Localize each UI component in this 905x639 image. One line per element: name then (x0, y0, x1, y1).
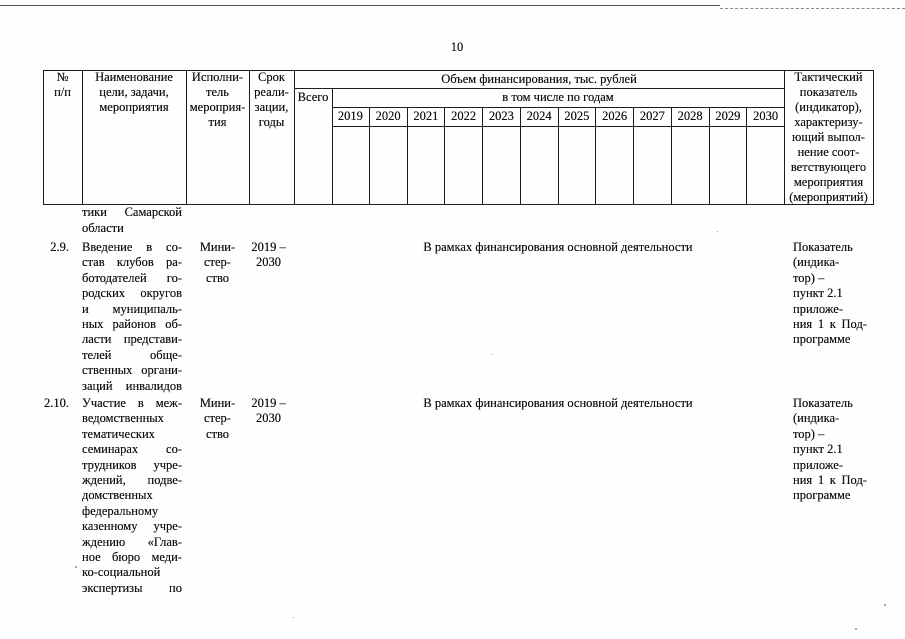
row-term-line: 2030 (256, 411, 281, 426)
year-header-cell: 2030 (746, 107, 784, 204)
row-name-line: экспертизы по (82, 580, 182, 595)
scan-speck (293, 617, 294, 618)
header-executor-line: тель (206, 85, 229, 99)
row-name-line: ждений, подве- (82, 473, 182, 488)
header-indicator-line: мероприятия (793, 175, 864, 189)
row-name-line: телей обще- (82, 347, 182, 362)
row-indicator-line: Показатель (793, 396, 853, 410)
header-indicator-line: показатель (799, 85, 858, 99)
continuation-text (82, 204, 182, 236)
row-executor-line: ство (205, 426, 230, 441)
header-executor-cell (186, 70, 249, 130)
scan-speck (855, 628, 857, 630)
header-indicator-line: ветствующего (790, 160, 867, 174)
row-number: 2.9. (50, 240, 69, 254)
header-indicator-line: характеризу- (794, 115, 863, 129)
row-indicator-line: приложе- (793, 457, 843, 472)
header-executor-line: мероприя- (189, 100, 246, 114)
row-term (249, 396, 288, 427)
row-indicator (793, 396, 867, 504)
page-number: 10 (450, 40, 464, 54)
row-name-line: ждению «Глав- (82, 534, 182, 549)
row-name-line: став клубов ра- (82, 255, 182, 270)
row-name-line: Введение в со- (82, 240, 182, 254)
year-header-cell: 2027 (633, 107, 671, 204)
row-executor (186, 396, 249, 442)
header-num-cell (43, 70, 82, 100)
header-indicator-line: (мероприятий) (789, 190, 868, 204)
row-term (249, 240, 288, 271)
continuation-line: области (82, 221, 124, 235)
scan-edge-line (0, 5, 720, 6)
grid-line-v (873, 70, 874, 205)
row-name-line: ное бюро меди- (82, 550, 182, 565)
year-header-cell: 2029 (709, 107, 747, 204)
header-years-row (332, 107, 784, 204)
header-executor-line: тия (208, 115, 227, 129)
row-term-line: 2019 – (251, 396, 286, 410)
header-indicator-line: ющий выпол- (792, 130, 865, 144)
year-header-cell: 2019 (337, 109, 363, 123)
header-term-cell (249, 70, 294, 130)
row-name-line: тематических (82, 426, 155, 441)
row-name-line: ласти представи- (82, 332, 182, 347)
year-header-cell: 2025 (558, 107, 596, 204)
row-term-line: 2019 – (251, 240, 286, 254)
row-indicator-line: Показатель (793, 240, 853, 254)
row-executor (186, 240, 249, 286)
row-indicator-line: программе (793, 488, 851, 503)
scan-edge-dashes (720, 8, 905, 9)
row-name-line: федеральному (82, 503, 159, 518)
row-indicator-line: ния 1 к Под- (793, 317, 867, 332)
row-indicator-line: пункт 2.1 (793, 286, 843, 301)
row-indicator-line: (индика- (793, 255, 840, 270)
row-indicator-line: пункт 2.1 (793, 442, 843, 457)
row-financing: В рамках финансирования основной деятельности (423, 240, 693, 254)
header-term-line: годы (258, 115, 285, 129)
row-number: 2.10. (44, 396, 69, 410)
row-term-line: 2030 (256, 255, 281, 270)
row-indicator-line: тор) – (793, 426, 825, 441)
header-indicator-line: (индикатор), (795, 100, 862, 114)
year-header-cell: 2021 (407, 107, 445, 204)
scan-speck (491, 354, 492, 355)
row-name-line: ных районов об- (82, 317, 182, 332)
row-name-line: ственных органи- (82, 363, 182, 378)
header-executor-line: Исполни- (191, 70, 244, 84)
scan-speck (75, 566, 77, 568)
row-name (82, 396, 182, 596)
header-total: Всего (297, 90, 329, 104)
row-financing: В рамках финансирования основной деятельности (423, 396, 693, 410)
row-name-line: родских округов (82, 286, 182, 301)
header-name-line: Наименование (95, 70, 173, 84)
year-header-cell: 2023 (482, 107, 520, 204)
row-name-line: ко-социальной (82, 565, 161, 580)
scan-speck (884, 604, 886, 606)
row-executor-line: ство (205, 270, 230, 285)
row-executor-line: Мини- (199, 396, 236, 410)
row-name-line: ведомственных (82, 411, 164, 426)
header-financing-title: Объем финансирования, тыс. рублей (441, 72, 637, 86)
header-num-line: п/п (54, 85, 71, 99)
row-indicator-line: тор) – (793, 270, 825, 285)
row-name-line: Участие в меж- (82, 396, 182, 410)
row-name-line: трудников учре- (82, 457, 182, 472)
row-indicator-line: (индика- (793, 411, 840, 426)
header-indicator-line: Тактический (794, 70, 863, 84)
year-header-cell: 2026 (595, 107, 633, 204)
row-name-line: ботодателей го- (82, 270, 182, 285)
row-name (82, 240, 182, 394)
header-term-line: Срок (258, 70, 285, 84)
row-name-line: казенному учре- (82, 519, 182, 534)
header-indicator-line: нение соот- (797, 145, 860, 159)
year-header-cell: 2022 (444, 107, 482, 204)
header-by-years: в том числе по годам (502, 90, 614, 104)
row-name-line: семинарах со- (82, 442, 182, 457)
year-header-cell: 2020 (369, 107, 407, 204)
scan-speck (717, 231, 718, 232)
row-name-line: домственных (82, 488, 153, 503)
year-header-cell: 2028 (671, 107, 709, 204)
row-indicator-line: ния 1 к Под- (793, 473, 867, 488)
row-executor-line: стер- (204, 255, 231, 270)
header-term-line: зации, (254, 100, 289, 114)
year-header-cell: 2024 (520, 107, 558, 204)
header-name-line: цели, задачи, (99, 85, 169, 99)
row-indicator (793, 240, 867, 348)
header-name-line: мероприятия (99, 100, 169, 114)
header-term-line: реали- (254, 85, 289, 99)
header-num-line: № (56, 70, 69, 84)
row-executor-line: стер- (204, 411, 231, 426)
row-indicator-line: программе (793, 332, 851, 347)
row-executor-line: Мини- (199, 240, 236, 254)
row-name-line: заций инвалидов (82, 378, 182, 393)
row-indicator-line: приложе- (793, 301, 843, 316)
header-name-cell (82, 70, 186, 115)
continuation-line: тики Самарской (82, 205, 182, 219)
header-indicator-cell (784, 70, 873, 205)
row-name-line: и муниципаль- (82, 301, 182, 316)
